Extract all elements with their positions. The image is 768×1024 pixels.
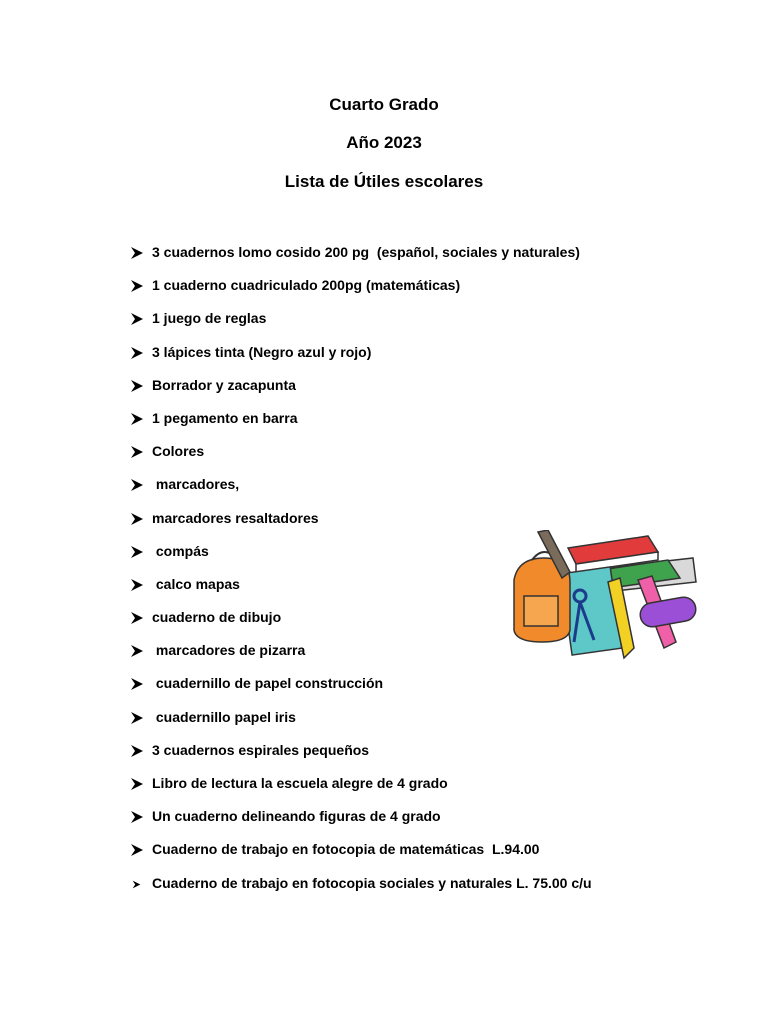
list-item-text: 1 cuaderno cuadriculado 200pg (matemáticas) bbox=[152, 277, 461, 294]
list-item bbox=[130, 808, 592, 841]
list-item bbox=[130, 709, 592, 742]
arrow-bullet-icon bbox=[130, 410, 152, 426]
list-item-text: 3 lápices tinta (Negro azul y rojo) bbox=[152, 343, 372, 360]
arrow-bullet-icon bbox=[130, 675, 152, 691]
arrow-bullet-icon bbox=[130, 808, 152, 824]
arrow-bullet-icon bbox=[130, 576, 152, 592]
arrow-bullet-icon bbox=[130, 344, 152, 360]
list-item bbox=[130, 742, 592, 775]
list-item bbox=[130, 377, 592, 410]
list-item-text: 3 cuadernos espirales pequeños bbox=[152, 741, 370, 758]
list-item bbox=[130, 775, 592, 808]
list-item bbox=[130, 875, 592, 908]
arrow-bullet-icon bbox=[130, 443, 152, 459]
list-item-text: 1 juego de reglas bbox=[152, 310, 267, 327]
document-grade: Cuarto Grado bbox=[329, 95, 439, 114]
arrow-bullet-icon bbox=[130, 875, 152, 889]
list-item bbox=[130, 310, 592, 343]
list-item-text: marcadores de pizarra bbox=[152, 642, 306, 659]
school-supplies-illustration bbox=[508, 530, 698, 660]
arrow-bullet-icon bbox=[130, 310, 152, 326]
list-item-text: cuadernillo papel iris bbox=[152, 708, 296, 725]
arrow-bullet-icon bbox=[130, 476, 152, 492]
list-item bbox=[130, 410, 592, 443]
arrow-bullet-icon bbox=[130, 510, 152, 526]
list-item bbox=[130, 277, 592, 310]
arrow-bullet-icon bbox=[130, 244, 152, 260]
arrow-bullet-icon bbox=[130, 742, 152, 758]
list-item-text: compás bbox=[152, 542, 209, 559]
arrow-bullet-icon bbox=[130, 841, 152, 857]
document-title: Lista de Útiles escolares bbox=[284, 172, 484, 191]
list-item-text: Un cuaderno delineando figuras de 4 grado bbox=[152, 808, 441, 825]
document-year: Año 2023 bbox=[346, 133, 422, 152]
list-item-text: cuadernillo de papel construcción bbox=[152, 675, 384, 692]
list-item-text: Libro de lectura la escuela alegre de 4 grado bbox=[152, 775, 448, 791]
list-item bbox=[130, 443, 592, 476]
list-item bbox=[130, 476, 592, 509]
list-item bbox=[130, 675, 592, 708]
list-item bbox=[130, 244, 592, 277]
list-item-text: Cuaderno de trabajo en fotocopia sociales y naturales L. 75.00 c/u bbox=[152, 874, 592, 891]
list-item-text: 1 pegamento en barra bbox=[152, 409, 298, 426]
arrow-bullet-icon bbox=[130, 775, 152, 791]
list-item bbox=[130, 344, 592, 377]
list-item-text: 3 cuadernos lomo cosido 200 pg (español, sociales y naturales) bbox=[152, 244, 580, 260]
list-item-text: Cuaderno de trabajo en fotocopia de matemáticas L.94.00 bbox=[152, 841, 540, 858]
list-item-text: Colores bbox=[152, 443, 205, 460]
list-item-text: cuaderno de dibujo bbox=[152, 609, 282, 626]
arrow-bullet-icon bbox=[130, 277, 152, 293]
arrow-bullet-icon bbox=[130, 377, 152, 393]
arrow-bullet-icon bbox=[130, 642, 152, 658]
list-item-text: marcadores resaltadores bbox=[152, 509, 319, 526]
arrow-bullet-icon bbox=[130, 709, 152, 725]
arrow-bullet-icon bbox=[130, 543, 152, 559]
arrow-bullet-icon bbox=[130, 609, 152, 625]
list-item-text: marcadores, bbox=[152, 476, 240, 493]
list-item-text: Borrador y zacapunta bbox=[152, 376, 296, 393]
list-item bbox=[130, 841, 592, 874]
list-item-text: calco mapas bbox=[152, 575, 240, 592]
